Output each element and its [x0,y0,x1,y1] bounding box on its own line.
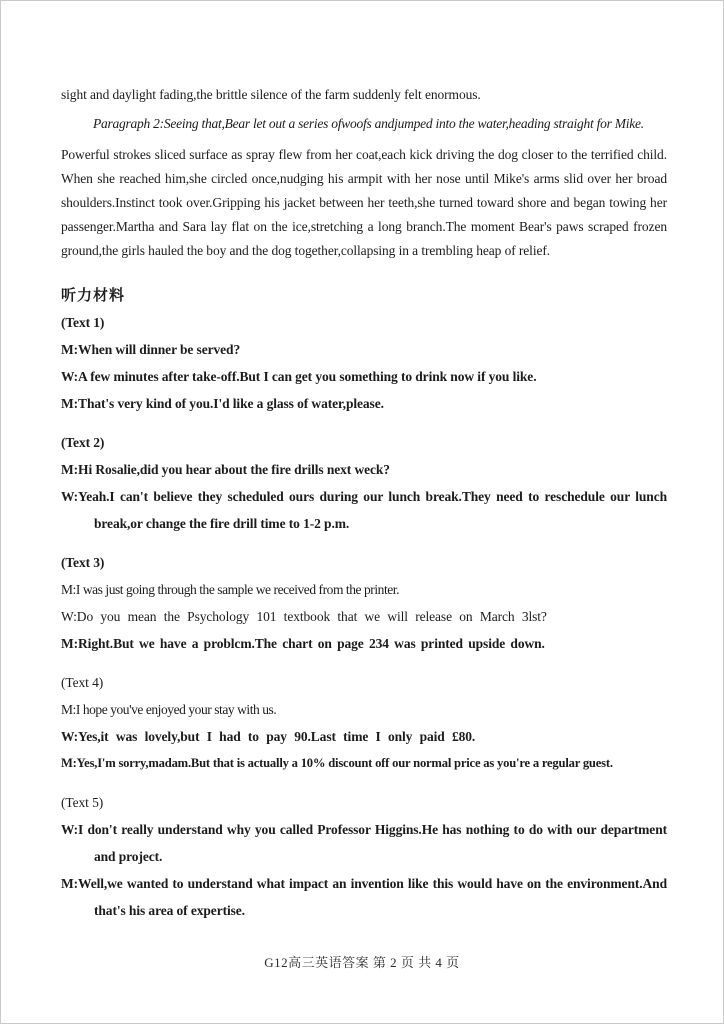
text-4-label: (Text 4) [61,675,104,690]
text-4-line-m1: M:I hope you've enjoyed your stay with us. [61,702,277,717]
listening-text-4 [61,669,667,777]
text-5-line-m1: M:Well,we wanted to understand what impact an invention like this would have on the environment.And that's his area of expertise. [61,876,667,918]
listening-text-5 [61,789,667,924]
text-5-label: (Text 5) [61,795,104,810]
passage-opening-line: sight and daylight fading,the brittle silence of the farm suddenly felt enormous. [61,87,481,102]
text-4-line-m2: M:Yes,I'm sorry,madam.But that is actually a 10% discount off our normal price as you're a regular guest. [61,756,613,770]
listening-text-3 [61,549,667,657]
text-1-line-m1: M:When will dinner be served? [61,342,241,357]
listening-materials-heading: 听力材料 [61,288,126,304]
text-2-line-w1: W:Yeah.I can't believe they scheduled ours during our lunch break.They need to reschedule our lunch break,or change the fire drill time to 1-2 p.m. [61,489,667,531]
listening-text-2 [61,429,667,537]
text-3-label: (Text 3) [61,555,105,570]
text-1-label: (Text 1) [61,315,105,330]
page-footer: G12高三英语答案 第 2 页 共 4 页 [264,955,460,970]
text-1-line-m2: M:That's very kind of you.I'd like a glass of water,please. [61,396,384,411]
text-3-line-m2: M:Right.But we have a problcm.The chart on page 234 was printed upside down. [61,636,545,651]
text-5-line-w1: W:I don't really understand why you called Professor Higgins.He has nothing to do with our department and project. [61,822,667,864]
text-2-label: (Text 2) [61,435,105,450]
passage-body: Powerful strokes sliced surface as spray flew from her coat,each kick driving the dog closer to the terrified child. When she reached him,she circled once,nudging his armpit with her nose until Mike's arms slid over her broad shoulders.Instinct took over.Gripping his jacket between her teeth,she turned toward shore and began towing her passenger.Martha and Sara lay flat on the ice,stretching a long branch.The moment Bear's paws scraped frozen ground,the girls hauled the boy and the dog together,collapsing in a trembling heap of relief. [61,147,667,258]
text-3-line-m1: M:I was just going through the sample we received from the printer. [61,582,400,597]
listening-text-1 [61,309,667,417]
text-3-line-w1: W:Do you mean the Psychology 101 textbook that we will release on March 3lst? [61,609,547,624]
text-2-line-m1: M:Hi Rosalie,did you hear about the fire drills next weck? [61,462,390,477]
passage-paragraph2-lead: Paragraph 2:Seeing that,Bear let out a series ofwoofs andjumped into the water,heading straight for Mike. [93,116,644,131]
text-1-line-w1: W:A few minutes after take-off.But I can get you something to drink now if you like. [61,369,537,384]
text-4-line-w1: W:Yes,it was lovely,but I had to pay 90.Last time I only paid £80. [61,729,476,744]
